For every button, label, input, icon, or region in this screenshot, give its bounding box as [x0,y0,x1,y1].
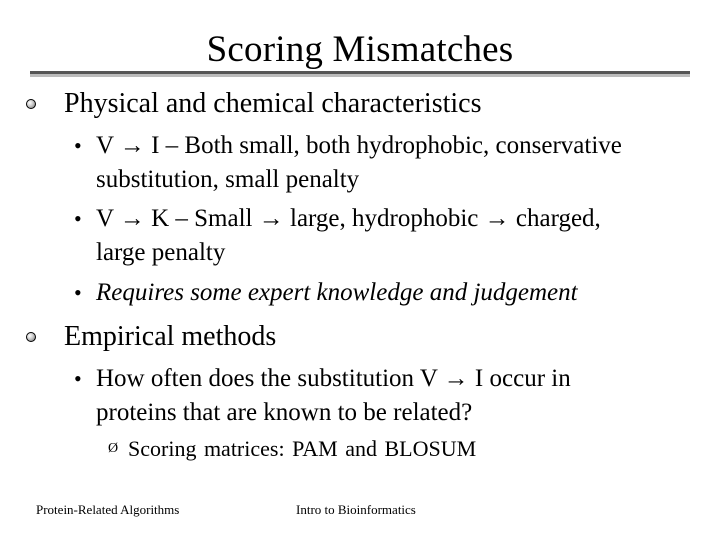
level2-bullet-icon: • [74,366,82,391]
slide-title: Scoring Mismatches [206,29,514,70]
arrow-bullet-icon: Ø [108,441,119,456]
subbullet-how-often-line2: proteins that are known to be related? [96,399,473,426]
level2-bullet-icon: • [74,133,82,158]
subbullet-v-to-k-line1: V → K – Small → large, hydrophobic → charged, [96,205,601,232]
level1-bullet-icon [26,99,36,109]
subbullet-v-to-i-line2: substitution, small penalty [96,166,360,193]
subbullet-v-to-k-line2: large penalty [96,239,226,266]
bullet-physical-chemical: Physical and chemical characteristics [64,88,482,119]
subsubbullet-scoring-matrices: Scoring matrices: PAM and BLOSUM [128,436,477,461]
level2-bullet-icon: • [74,280,82,305]
title-underline [30,71,690,77]
subbullet-expert-knowledge: Requires some expert knowledge and judgement [96,279,578,306]
footer-left: Protein-Related Algorithms [36,502,180,517]
level2-bullet-icon: • [74,206,82,231]
bullet-empirical-methods: Empirical methods [64,321,277,352]
level1-bullet-icon [26,332,36,342]
subbullet-how-often-line1: How often does the substitution V → I occur in [96,365,571,392]
footer-center: Intro to Bioinformatics [296,502,416,517]
subbullet-v-to-i-line1: V → I – Both small, both hydrophobic, conservative [96,132,622,159]
